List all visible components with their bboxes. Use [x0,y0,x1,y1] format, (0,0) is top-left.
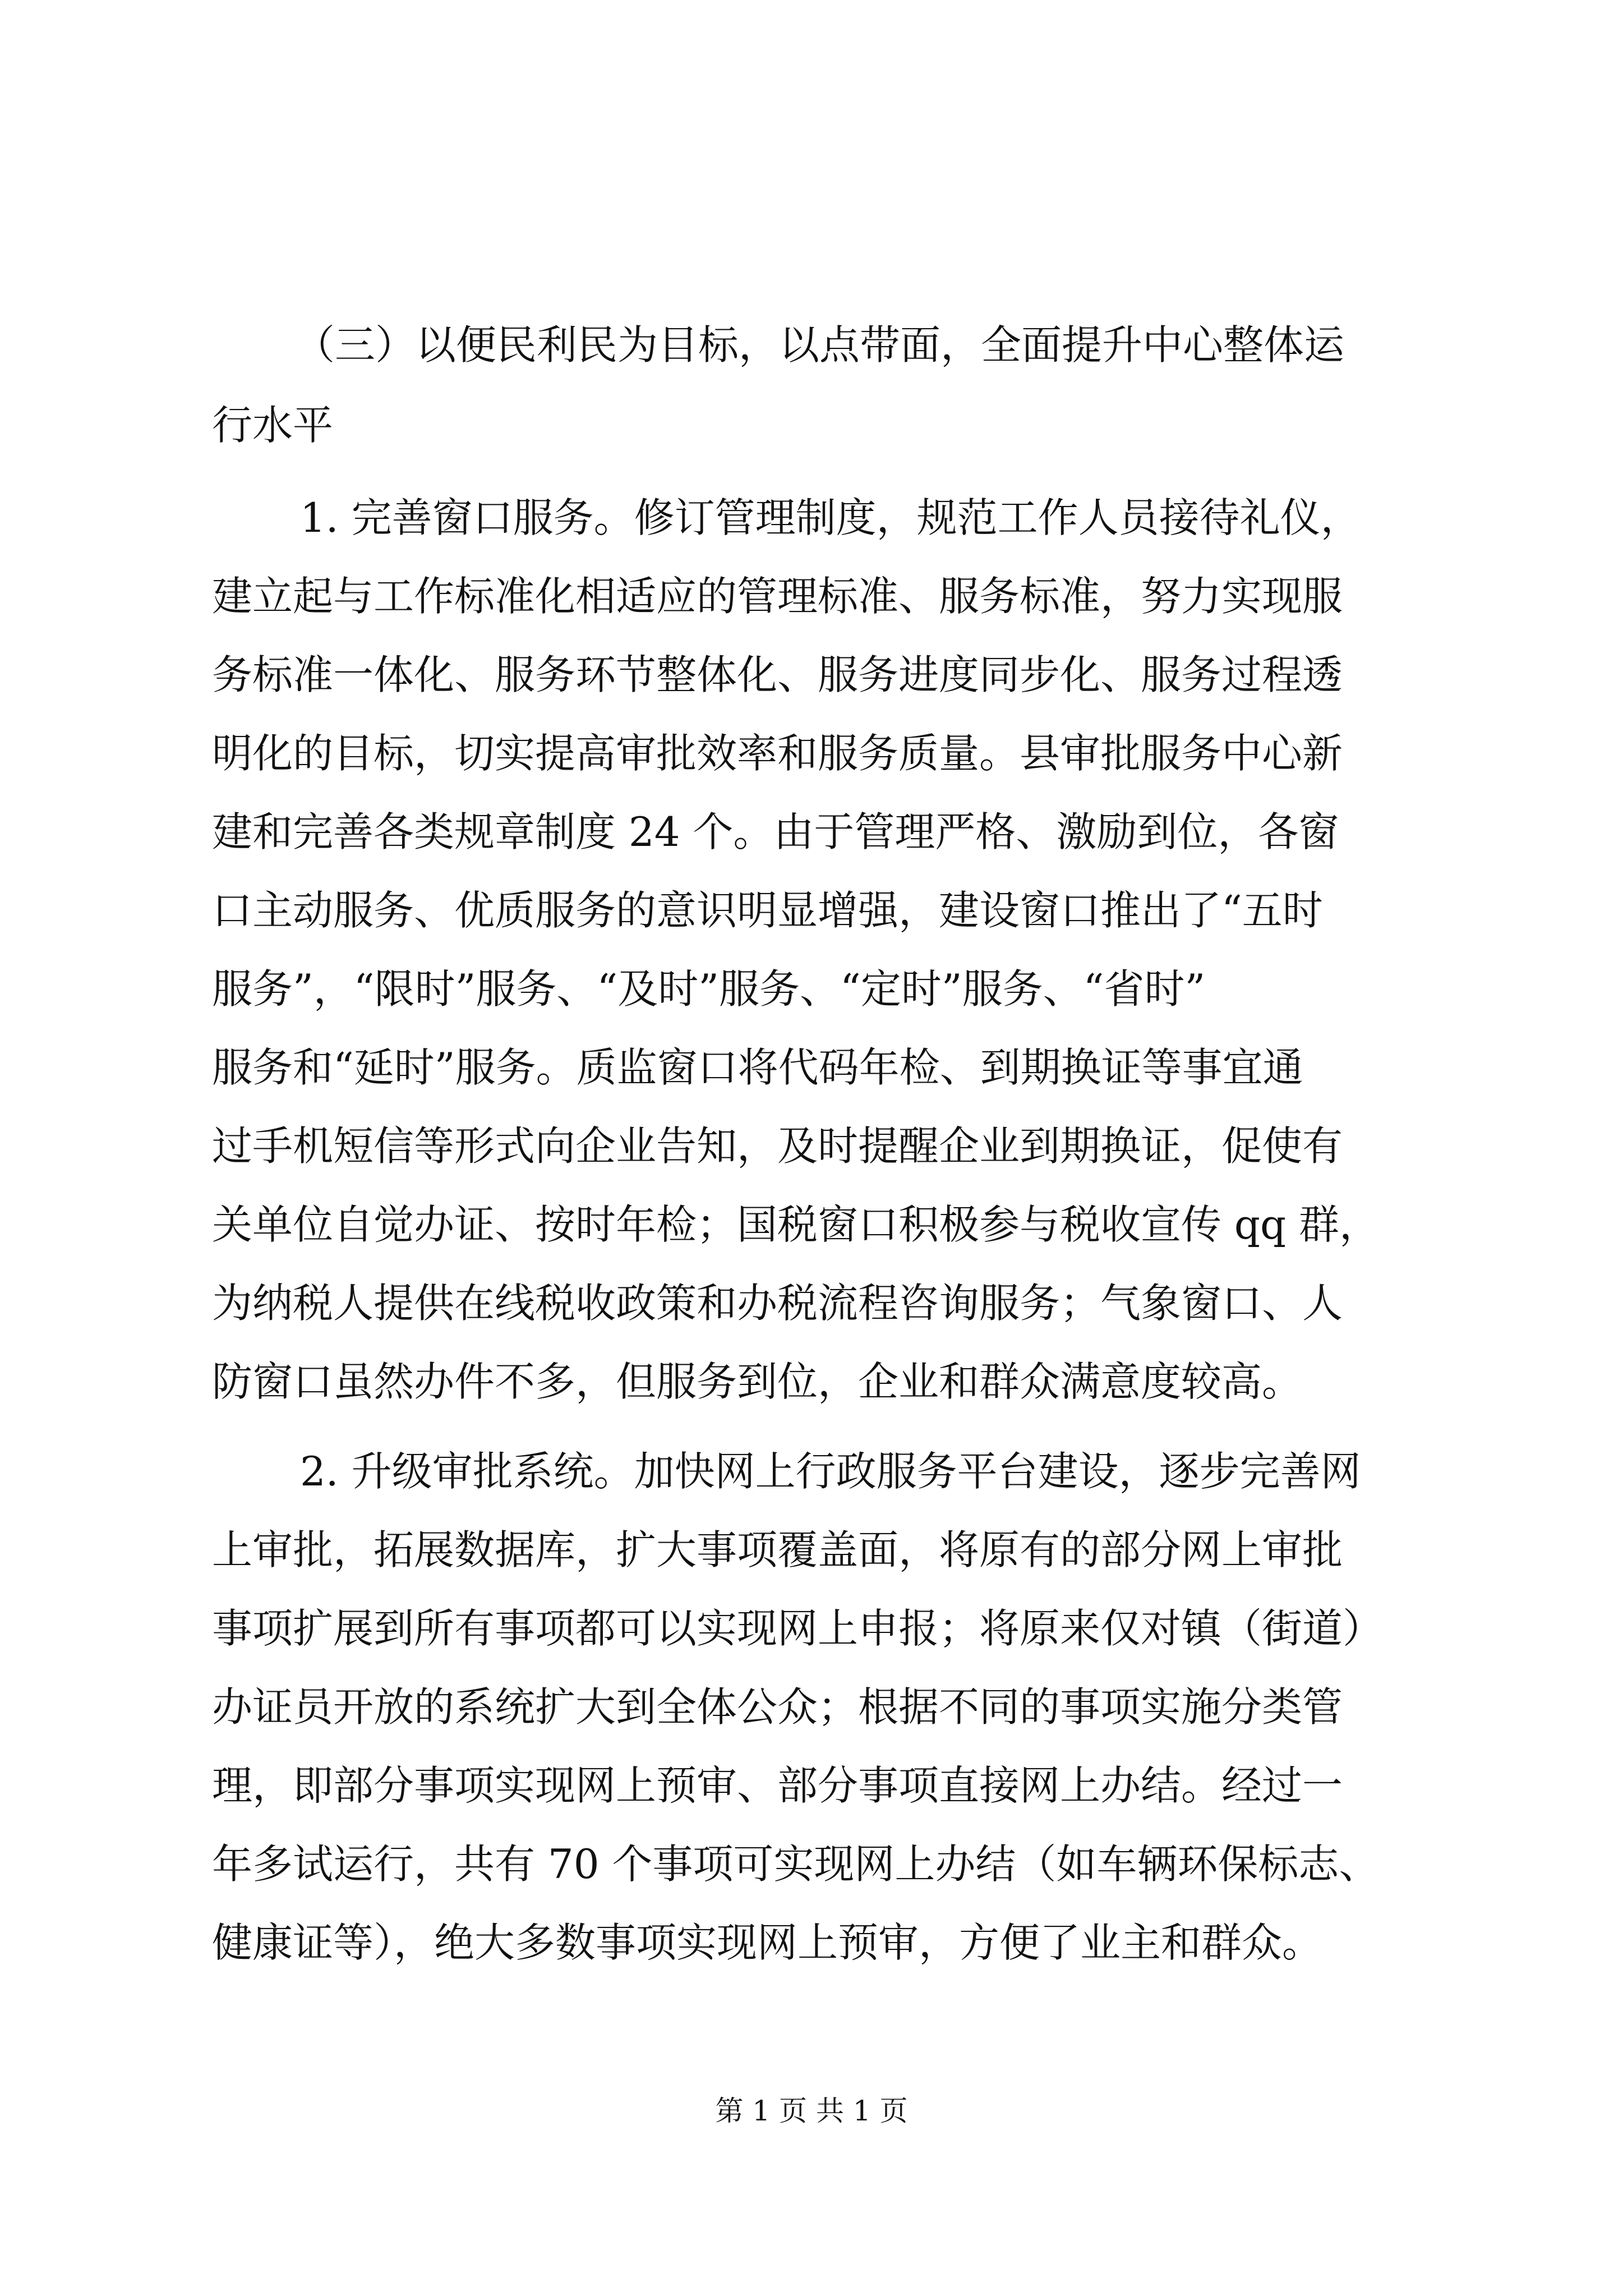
section-heading-line-2: 行水平 [212,402,334,449]
paragraph-2-line-4: 办证员开放的系统扩大到全体公众；根据不同的事项实施分类管 [212,1683,1343,1731]
paragraph-2-line-6: 年多试运行，共有 70 个事项可实现网上办结（如车辆环保标志、 [212,1841,1380,1888]
paragraph-1-line-7: 服务”，“限时”服务、“及时”服务、“定时”服务、“省时” [212,965,1206,1013]
paragraph-2-line-3: 事项扩展到所有事项都可以实现网上申报；将原来仅对镇（街道） [212,1605,1384,1652]
paragraph-1-line-6: 口主动服务、优质服务的意识明显增强，建设窗口推出了“五时 [212,887,1323,934]
paragraph-1-line-12: 防窗口虽然办件不多，但服务到位，企业和群众满意度较高。 [212,1358,1303,1405]
paragraph-1-line-3: 务标准一体化、服务环节整体化、服务进度同步化、服务过程透 [212,651,1343,698]
paragraph-1-line-10: 关单位自觉办证、按时年检；国税窗口积极参与税收宣传 qq 群， [212,1201,1380,1248]
paragraph-1-line-2: 建立起与工作标准化相适应的管理标准、服务标准，努力实现服 [212,573,1343,620]
paragraph-1-line-11: 为纳税人提供在线税收政策和办税流程咨询服务；气象窗口、人 [212,1280,1343,1327]
page-number-footer: 第 1 页 共 1 页 [715,2095,908,2127]
paragraph-2-line-1: 2. 升级审批系统。加快网上行政服务平台建设，逐步完善网 [300,1448,1361,1495]
paragraph-1-line-4: 明化的目标，切实提高审批效率和服务质量。县审批服务中心新 [212,730,1343,777]
paragraph-2-line-7: 健康证等），绝大多数事项实现网上预审，方便了业主和群众。 [212,1919,1323,1966]
paragraph-1-line-8: 服务和“延时”服务。质监窗口将代码年检、到期换证等事宜通 [212,1044,1303,1091]
section-heading-line-1: （三）以便民利民为目标，以点带面，全面提升中心整体运 [294,321,1345,369]
paragraph-1-line-5: 建和完善各类规章制度 24 个。由于管理严格、激励到位，各窗 [212,808,1339,855]
paragraph-1-line-1: 1. 完善窗口服务。修订管理制度，规范工作人员接待礼仪， [300,494,1361,541]
paragraph-2-line-2: 上审批，拓展数据库，扩大事项覆盖面，将原有的部分网上审批 [212,1526,1343,1573]
paragraph-1-line-9: 过手机短信等形式向企业告知，及时提醒企业到期换证，促使有 [212,1122,1343,1170]
paragraph-2-line-5: 理，即部分事项实现网上预审、部分事项直接网上办结。经过一 [212,1762,1343,1809]
